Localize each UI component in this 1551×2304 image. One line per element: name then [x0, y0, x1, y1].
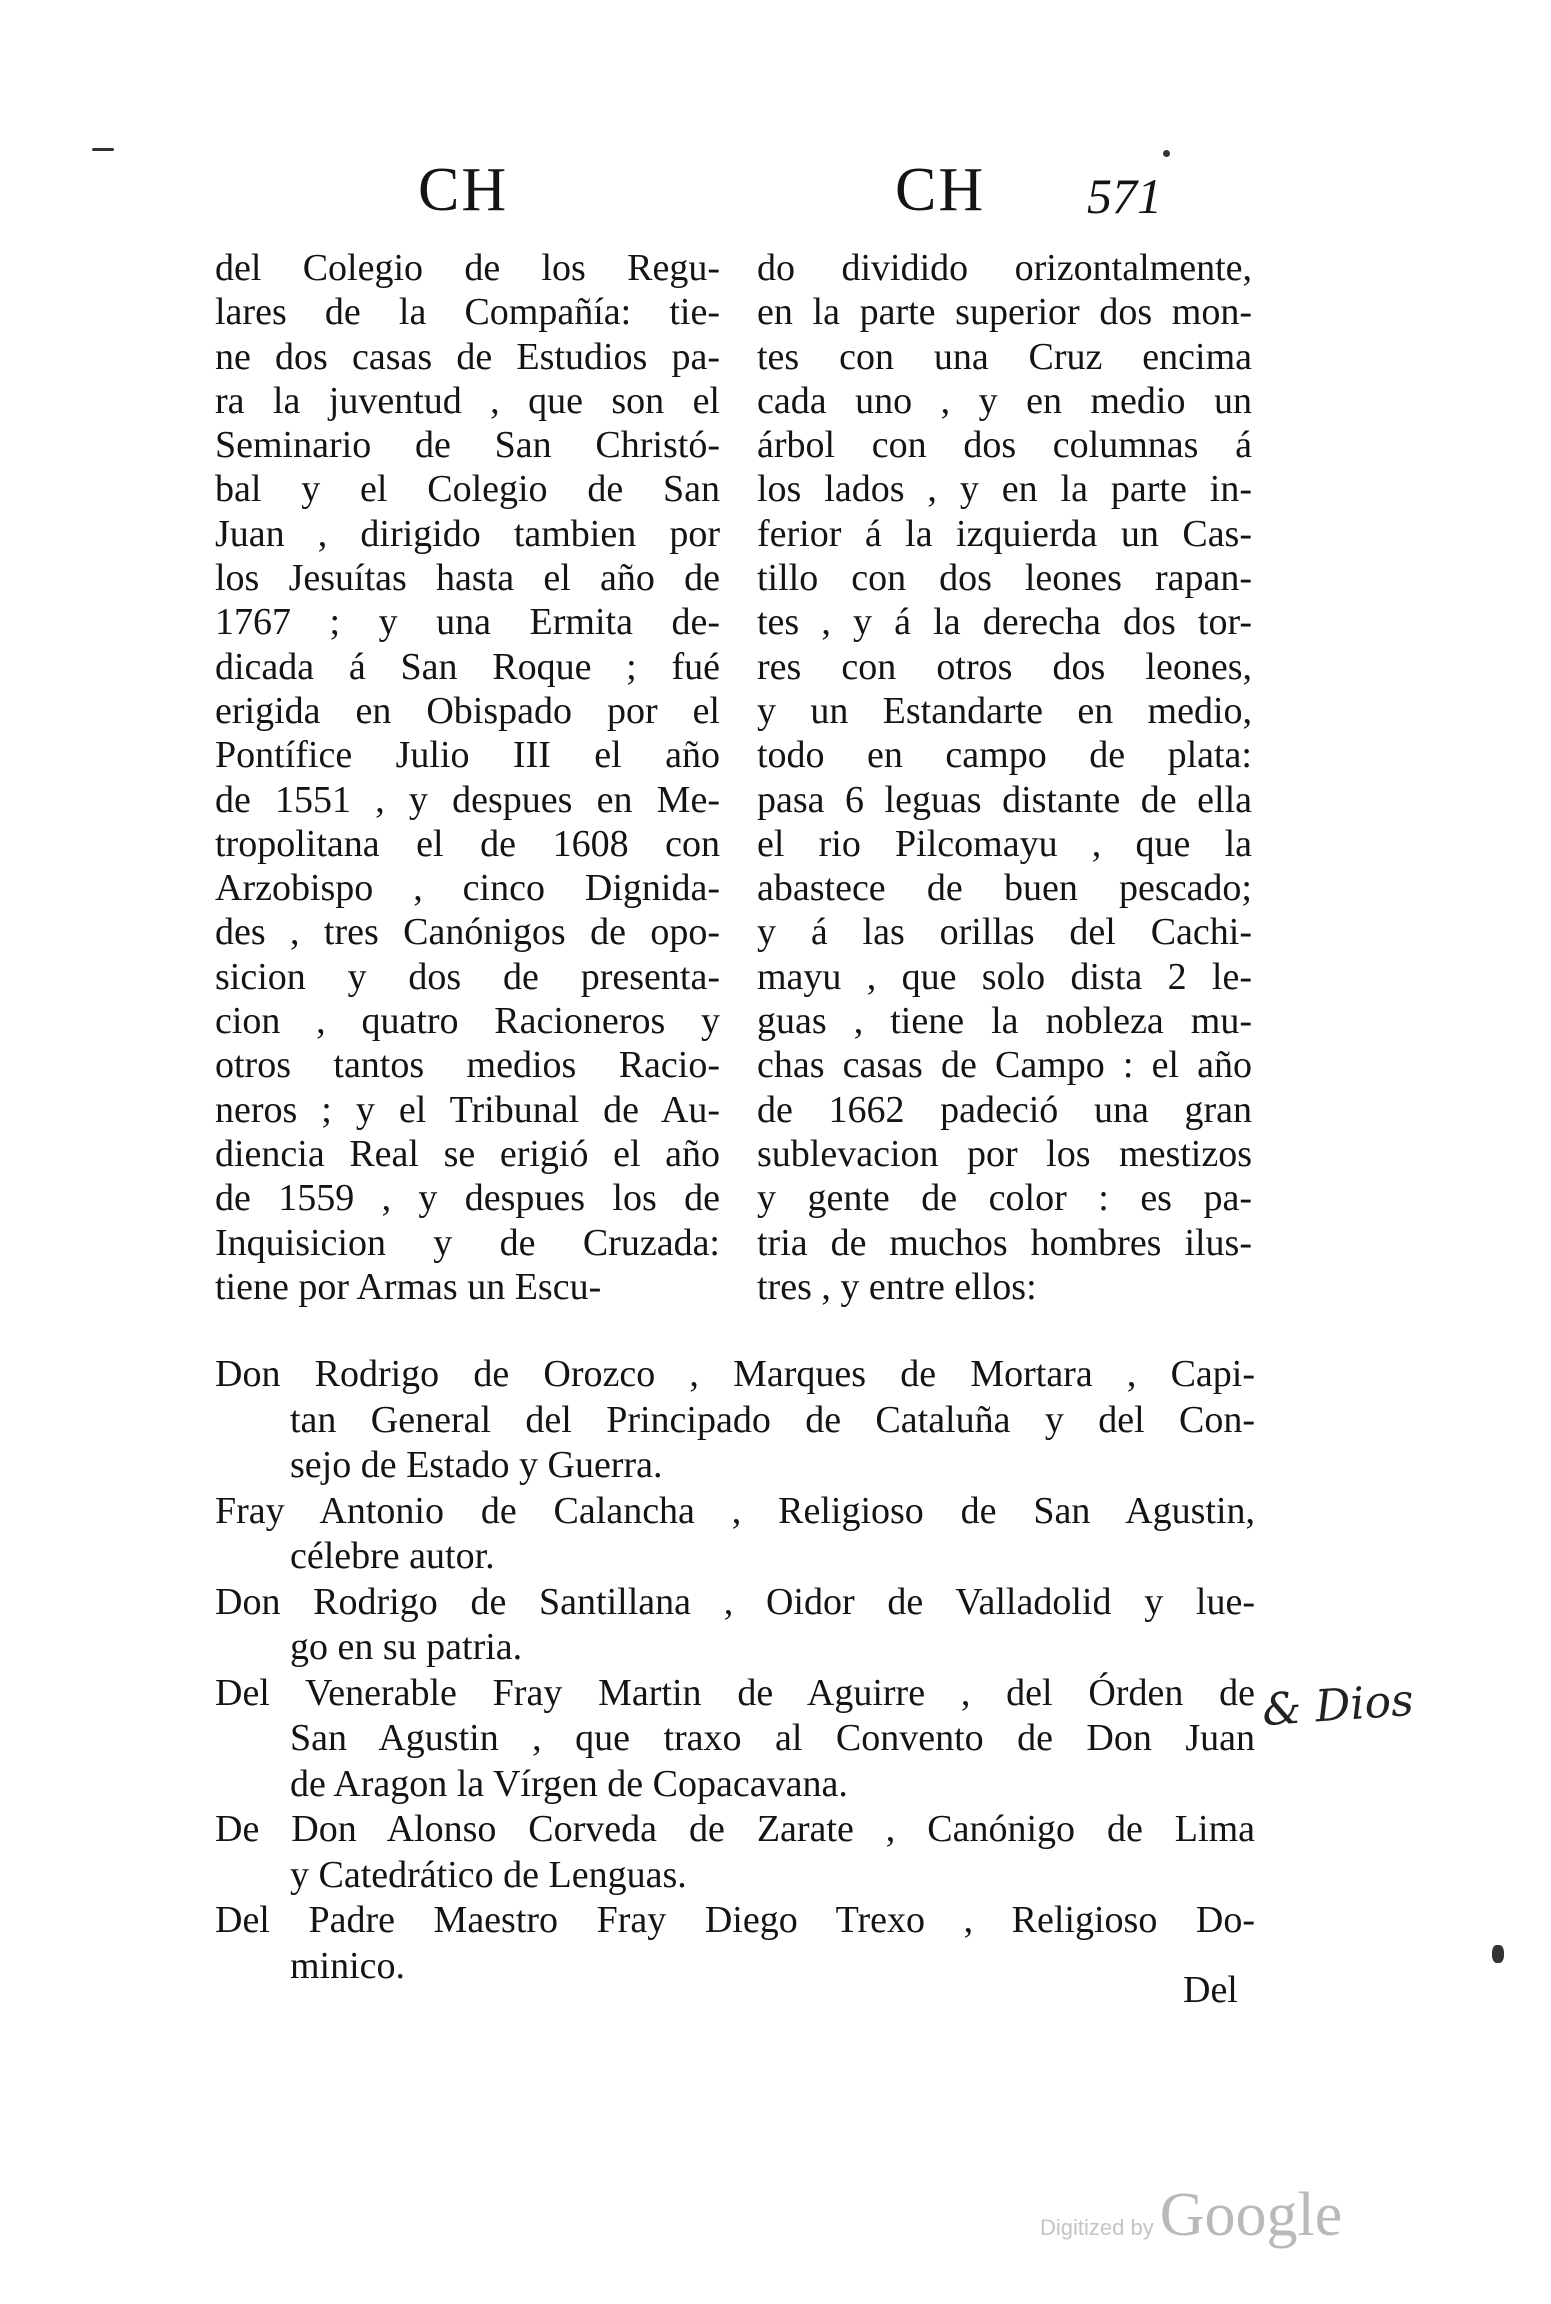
running-head-left: CH — [418, 156, 509, 224]
entry-line: y Catedrático de Lenguas. — [290, 1853, 687, 1896]
text-line: del Colegio de los Regu- — [215, 247, 720, 289]
catchword: Del — [1183, 1969, 1238, 2011]
text-line: mayu , que solo dista 2 le- — [757, 955, 1252, 998]
person-entry — [215, 1671, 1255, 1808]
person-entry — [215, 1807, 1255, 1898]
text-line: otros tantos medios Racio- — [215, 1044, 720, 1087]
text-line: tropolitana el de 1608 con — [215, 822, 720, 865]
text-line: de 1662 padeció una gran — [757, 1088, 1252, 1131]
entry-line: Don Rodrigo de Santillana , Oidor de Valladolid y lue- — [215, 1580, 1255, 1623]
text-line: diencia Real se erigió el año — [215, 1132, 720, 1175]
text-line: erigida en Obispado por el — [215, 689, 720, 732]
text-line: chas casas de Campo : el año — [757, 1044, 1252, 1087]
text-line: ra la juventud , que son el — [215, 379, 720, 422]
text-line: guas , tiene la nobleza mu- — [757, 1000, 1252, 1043]
text-line: todo en campo de plata: — [757, 734, 1252, 777]
entry-line: tan General del Principado de Cataluña y del Con- — [290, 1398, 1255, 1441]
text-line: cion , quatro Racioneros y — [215, 1000, 720, 1043]
entry-line: Fray Antonio de Calancha , Religioso de San Agustin, — [215, 1489, 1255, 1532]
text-line: tillo con dos leones rapan- — [757, 557, 1252, 600]
google-logo: Google — [1159, 2181, 1343, 2249]
text-line: bal y el Colegio de San — [215, 468, 720, 511]
text-line: Arzobispo , cinco Dignida- — [215, 867, 720, 910]
entry-line: sejo de Estado y Guerra. — [290, 1444, 663, 1486]
entry-line: minico. — [290, 1944, 406, 1987]
left-text-column — [215, 246, 720, 1309]
person-entry — [215, 1489, 1255, 1580]
page-number: 571 — [1087, 168, 1162, 224]
scan-mark — [92, 148, 114, 151]
text-line: cada uno , y en medio un — [757, 379, 1252, 422]
text-line: tes con una Cruz encima — [757, 335, 1252, 378]
text-line: Seminario de San Christó- — [215, 424, 720, 467]
text-line: tiene por Armas un Escu- — [215, 1265, 602, 1308]
scan-mark — [1492, 1945, 1504, 1963]
entry-line: Del Padre Maestro Fray Diego Trexo , Religioso Do- — [215, 1899, 1255, 1941]
entry-line: Del Venerable Fray Martin de Aguirre , del Órden de — [215, 1671, 1255, 1714]
text-line: en la parte superior dos mon- — [757, 291, 1252, 334]
text-line: árbol con dos columnas á — [757, 424, 1252, 467]
text-line: Juan , dirigido tambien por — [215, 512, 720, 555]
watermark-prefix: Digitized by — [1040, 2215, 1154, 2240]
text-line: y un Estandarte en medio, — [757, 689, 1252, 732]
text-line: tes , y á la derecha dos tor- — [757, 601, 1252, 644]
entry-line: San Agustin , que traxo al Convento de Don Juan — [290, 1717, 1255, 1759]
text-line: des , tres Canónigos de opo- — [215, 911, 720, 954]
text-line: ne dos casas de Estudios pa- — [215, 335, 720, 378]
text-line: y gente de color : es pa- — [757, 1177, 1252, 1220]
text-line: el rio Pilcomayu , que la — [757, 822, 1252, 865]
right-text-column — [757, 246, 1252, 1309]
entry-line: De Don Alonso Corveda de Zarate , Canónigo de Lima — [215, 1808, 1255, 1850]
text-line: tres , y entre ellos: — [757, 1265, 1037, 1308]
text-line: tria de muchos hombres ilus- — [757, 1221, 1252, 1264]
text-line: Inquisicion y de Cruzada: — [215, 1221, 720, 1264]
text-line: 1767 ; y una Ermita de- — [215, 601, 720, 644]
text-line: pasa 6 leguas distante de ella — [757, 778, 1252, 821]
person-entry — [215, 1580, 1255, 1671]
entry-line: de Aragon la Vírgen de Copacavana. — [290, 1762, 848, 1805]
text-line: los lados , y en la parte in- — [757, 468, 1252, 511]
scan-mark — [1163, 150, 1170, 157]
person-entry — [215, 1898, 1255, 1989]
text-line: ferior á la izquierda un Cas- — [757, 512, 1252, 555]
text-line: los Jesuítas hasta el año de — [215, 557, 720, 600]
digitized-by-google-watermark — [1040, 2180, 1342, 2251]
entry-line: Don Rodrigo de Orozco , Marques de Mortara , Capi- — [215, 1353, 1255, 1395]
text-line: abastece de buen pescado; — [757, 867, 1252, 910]
notable-persons-list — [215, 1352, 1255, 1989]
text-line: y á las orillas del Cachi- — [757, 911, 1252, 954]
running-head-right: CH — [895, 156, 986, 224]
text-line: do dividido orizontalmente, — [757, 247, 1252, 289]
entry-line: célebre autor. — [290, 1535, 495, 1577]
entry-line: go en su patria. — [290, 1626, 523, 1668]
text-line: sicion y dos de presenta- — [215, 955, 720, 998]
text-line: Pontífice Julio III el año — [215, 734, 720, 777]
text-line: de 1559 , y despues los de — [215, 1177, 720, 1220]
person-entry — [215, 1352, 1255, 1489]
handwritten-annotation: & Dios — [1260, 1674, 1416, 1737]
text-line: sublevacion por los mestizos — [757, 1132, 1252, 1175]
text-line: lares de la Compañía: tie- — [215, 291, 720, 334]
text-line: dicada á San Roque ; fué — [215, 645, 720, 688]
text-line: res con otros dos leones, — [757, 645, 1252, 688]
text-line: neros ; y el Tribunal de Au- — [215, 1088, 720, 1131]
text-line: de 1551 , y despues en Me- — [215, 778, 720, 821]
